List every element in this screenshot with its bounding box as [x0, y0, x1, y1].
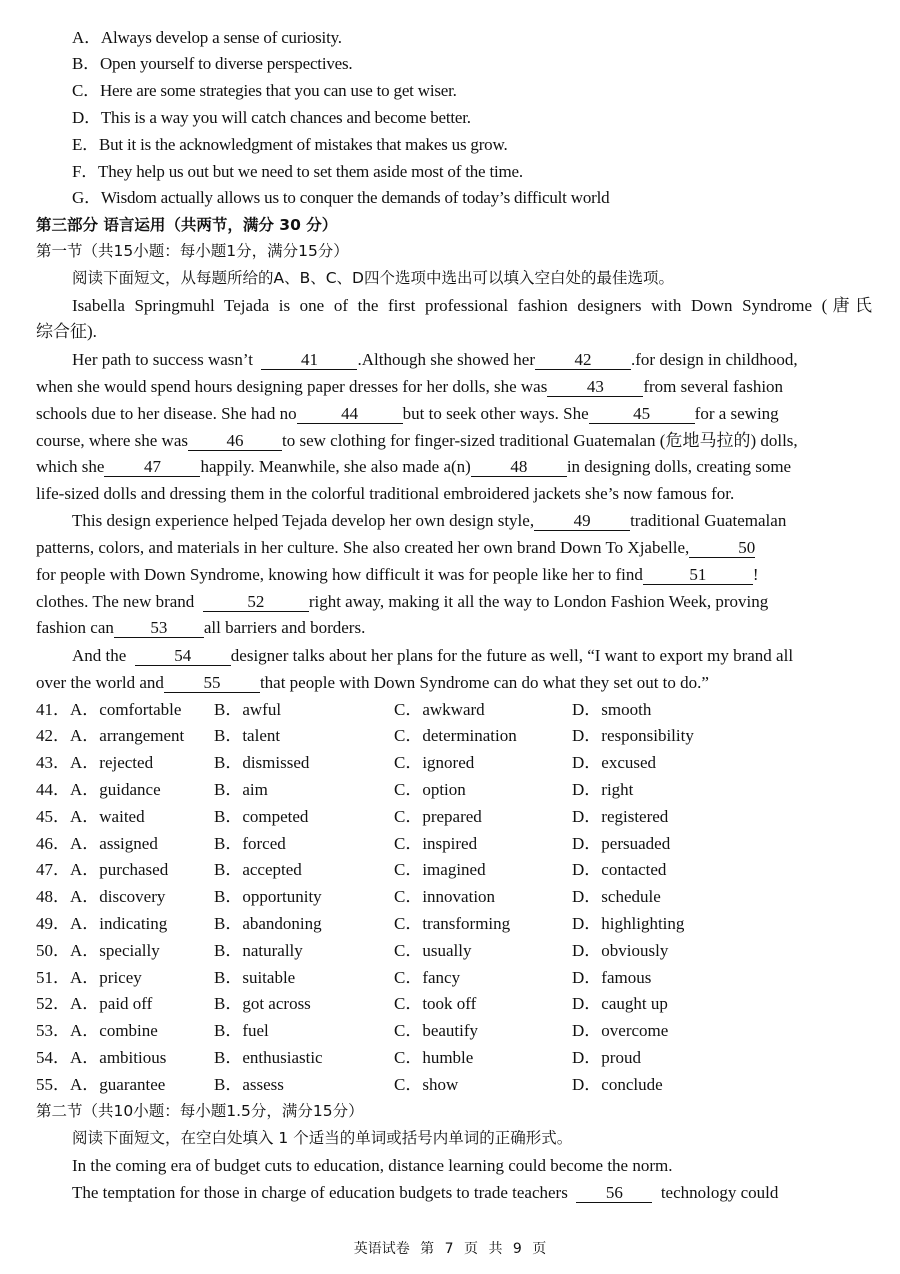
question-row: 43． A．rejected B．dismissed C．ignored D．excused: [36, 753, 657, 772]
part3-heading: 第三部分 语言运用（共两节，满分 30 分）: [36, 216, 338, 234]
question-row: 42． A．arrangement B．talent C．determination D．responsibility: [36, 726, 694, 745]
blank-50: 50: [689, 538, 755, 558]
option-b: B．Open yourself to diverse perspectives.: [72, 54, 353, 73]
blank-42: 42: [535, 350, 631, 370]
question-row: 52． A．paid off B．got across C．took off D．caught up: [36, 994, 668, 1013]
blank-55: 55: [164, 673, 260, 693]
passage-line: In the coming era of budget cuts to education, distance learning could become the norm.: [72, 1156, 673, 1175]
passage-line: patterns, colors, and materials in her culture. She also created her own brand Down To Xjabelle, 50: [36, 538, 756, 557]
option-a: A．Always develop a sense of curiosity.: [72, 28, 342, 47]
blank-52: 52: [203, 592, 309, 612]
blank-47: 47: [104, 457, 200, 477]
blank-46: 46: [188, 431, 282, 451]
passage-line: when she would spend hours designing paper dresses for her dolls, she was 43 from several fashion: [36, 377, 784, 396]
passage-line: The temptation for those in charge of education budgets to trade teachers 56 technology could: [72, 1183, 779, 1202]
option-e: E．But it is the acknowledgment of mistakes that makes us grow.: [72, 135, 508, 154]
question-row: 45． A．waited B．competed C．prepared D．registered: [36, 807, 669, 826]
question-row: 54． A．ambitious B．enthusiastic C．humble D．proud: [36, 1048, 641, 1067]
blank-54: 54: [135, 646, 231, 666]
passage-line: 综合征).: [36, 322, 97, 341]
question-row: 53． A．combine B．fuel C．beautify D．overcome: [36, 1021, 669, 1040]
blank-44: 44: [297, 404, 403, 424]
passage-line: over the world and 55 that people with Down Syndrome can do what they set out to do.”: [36, 673, 709, 692]
passage-line: fashion can 53 all barriers and borders.: [36, 618, 366, 637]
blank-43: 43: [547, 377, 643, 397]
question-row: 55． A．guarantee B．assess C．show D．conclude: [36, 1075, 663, 1094]
question-row: 47． A．purchased B．accepted C．imagined D．contacted: [36, 860, 667, 879]
passage-line: schools due to her disease. She had no 44 but to seek other ways. She 45 for a sewing: [36, 404, 779, 423]
blank-41: 41: [261, 350, 357, 370]
question-row: 48． A．discovery B．opportunity C．innovation D．schedule: [36, 887, 661, 906]
question-row: 41． A．comfortable B．awful C．awkward D．smooth: [36, 700, 652, 719]
blank-49: 49: [534, 511, 630, 531]
passage-line: life-sized dolls and dressing them in the colorful traditional embroidered jackets she’s now famous for.: [36, 484, 735, 503]
question-row: 50． A．specially B．naturally C．usually D．obviously: [36, 941, 669, 960]
section2-instruction: 阅读下面短文，在空白处填入 1 个适当的单词或括号内单词的正确形式。: [72, 1129, 573, 1147]
section1-instruction: 阅读下面短文，从每题所给的A、B、C、D四个选项中选出可以填入空白处的最佳选项。: [72, 269, 674, 287]
question-row: 46． A．assigned B．forced C．inspired D．persuaded: [36, 834, 671, 853]
passage-line: which she 47 happily. Meanwhile, she also made a(n) 48 in designing dolls, creating some: [36, 457, 792, 476]
question-row: 44． A．guidance B．aim C．option D．right: [36, 780, 634, 799]
question-row: 51． A．pricey B．suitable C．fancy D．famous: [36, 968, 652, 987]
passage-line: Isabella Springmuhl Tejada is one of the first professional fashion designers with Down Syndrome (唐氏: [72, 296, 872, 315]
blank-48: 48: [471, 457, 567, 477]
option-g: G．Wisdom actually allows us to conquer the demands of today’s difficult world: [72, 188, 610, 207]
page-footer: 英语试卷 第 7 页 共 9 页: [353, 1241, 547, 1257]
passage-line: And the 54 designer talks about her plans for the future as well, “I want to export my brand all: [72, 646, 794, 665]
question-row: 49． A．indicating B．abandoning C．transforming D．highlighting: [36, 914, 685, 933]
option-d: D．This is a way you will catch chances and become better.: [72, 108, 471, 127]
option-c: C．Here are some strategies that you can use to get wiser.: [72, 81, 457, 100]
passage-line: clothes. The new brand 52 right away, making it all the way to London Fashion Week, proving: [36, 592, 769, 611]
option-f: F．They help us out but we need to set them aside most of the time.: [72, 162, 523, 181]
blank-53: 53: [114, 618, 204, 638]
blank-56: 56: [576, 1183, 652, 1203]
passage-line: This design experience helped Tejada develop her own design style, 49 traditional Guatemalan: [72, 511, 787, 530]
passage-line: course, where she was 46 to sew clothing for finger-sized traditional Guatemalan (危地马拉的) dolls,: [36, 431, 798, 450]
blank-51: 51: [643, 565, 753, 585]
blank-45: 45: [589, 404, 695, 424]
section2-heading: 第二节（共10小题：每小题1.5分，满分15分）: [36, 1102, 364, 1120]
section1-heading: 第一节（共15小题：每小题1分，满分15分）: [36, 242, 349, 260]
passage-line: Her path to success wasn’t 41 .Although she showed her 42 .for design in childhood,: [72, 350, 798, 369]
passage-line: for people with Down Syndrome, knowing how difficult it was for people like her to find 51 !: [36, 565, 759, 584]
